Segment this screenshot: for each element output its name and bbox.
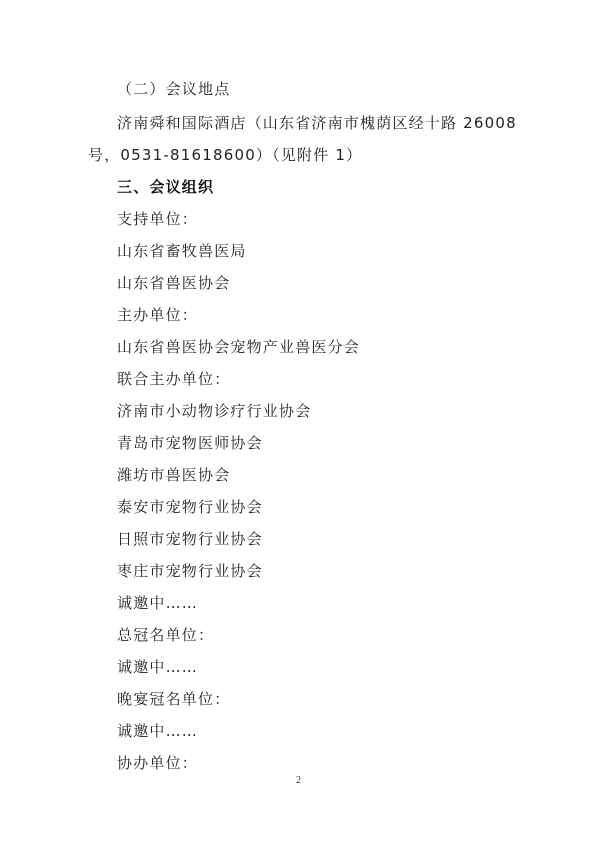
host-label: 主办单位： bbox=[117, 306, 199, 324]
assist-label: 协办单位： bbox=[117, 754, 199, 772]
co-host-unit: 泰安市宠物行业协会 bbox=[117, 498, 263, 516]
co-host-unit: 青岛市宠物医师协会 bbox=[117, 434, 263, 452]
banquet-sponsor-unit: 诚邀中…… bbox=[117, 722, 199, 740]
support-unit: 山东省兽医协会 bbox=[117, 274, 231, 292]
co-host-unit: 济南市小动物诊疗行业协会 bbox=[117, 402, 312, 420]
address-line-1: 济南舜和国际酒店（山东省济南市槐荫区经十路 26008 bbox=[117, 114, 517, 132]
co-host-unit: 日照市宠物行业协会 bbox=[117, 530, 263, 548]
co-host-unit: 潍坊市兽医协会 bbox=[117, 466, 231, 484]
support-unit: 山东省畜牧兽医局 bbox=[117, 242, 247, 260]
banquet-sponsor-label: 晚宴冠名单位： bbox=[117, 690, 231, 708]
co-host-unit: 诚邀中…… bbox=[117, 594, 199, 612]
title-sponsor-label: 总冠名单位： bbox=[117, 626, 215, 644]
host-unit: 山东省兽医协会宠物产业兽医分会 bbox=[117, 338, 361, 356]
co-host-unit: 枣庄市宠物行业协会 bbox=[117, 562, 263, 580]
organization-heading: 三、会议组织 bbox=[117, 178, 215, 196]
address-line-2: 号，0531-81618600）（见附件 1） bbox=[88, 146, 363, 164]
co-host-label: 联合主办单位： bbox=[117, 370, 231, 388]
page-number: 2 bbox=[296, 775, 301, 786]
location-heading: （二）会议地点 bbox=[117, 80, 231, 98]
title-sponsor-unit: 诚邀中…… bbox=[117, 658, 199, 676]
support-label: 支持单位： bbox=[117, 210, 199, 228]
